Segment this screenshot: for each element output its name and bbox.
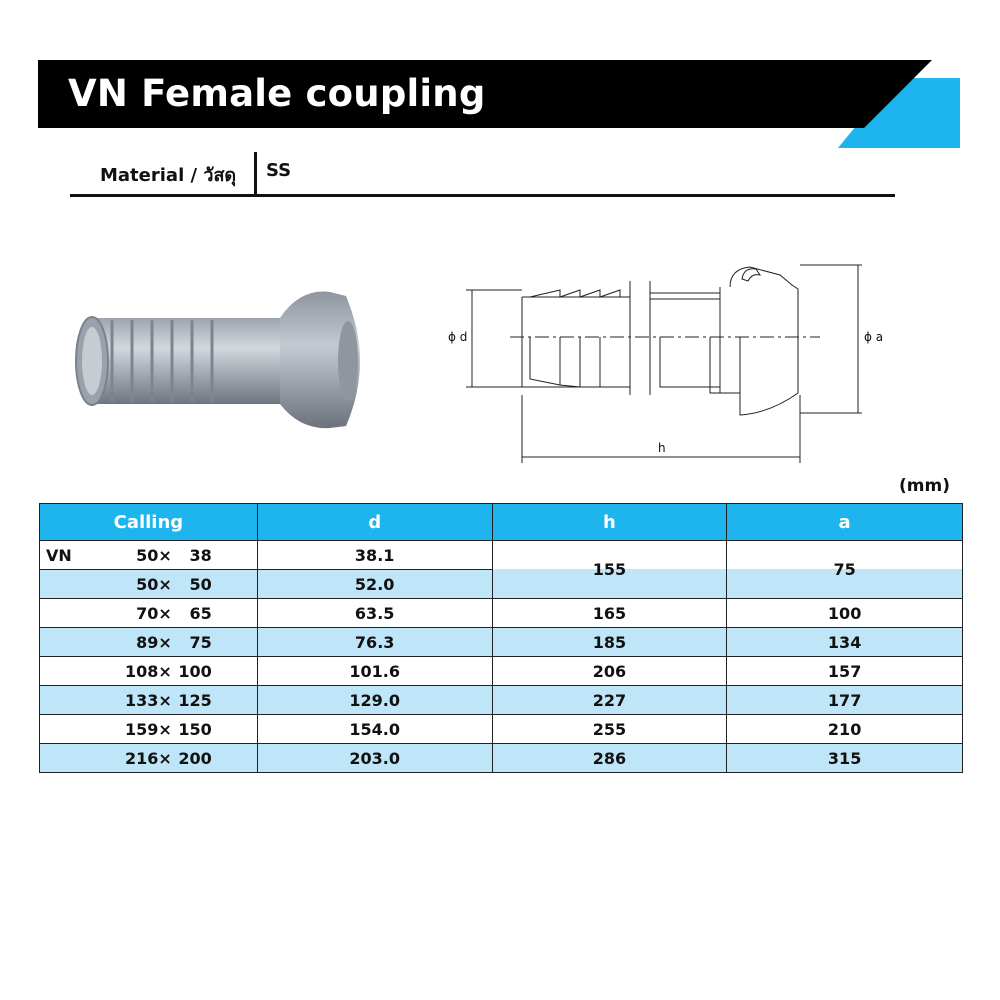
col-header-d: d <box>257 504 492 541</box>
d-cell: 203.0 <box>257 744 492 773</box>
table-row <box>40 715 963 744</box>
table-header-row <box>40 504 963 541</box>
h-cell: 206 <box>492 657 727 686</box>
calling-cell <box>40 744 258 773</box>
a-cell-merged <box>727 541 963 599</box>
calling-a: 50× <box>136 575 172 594</box>
material-value: SS <box>266 160 292 181</box>
calling-b: 65 <box>189 604 212 623</box>
material-label: Material / วัสดุ <box>100 165 237 186</box>
page-title: VN Female coupling <box>68 72 486 115</box>
table-row <box>40 657 963 686</box>
spec-table <box>39 503 963 773</box>
calling-a: 70× <box>136 604 172 623</box>
calling-a: 133× <box>124 691 172 710</box>
table-row <box>40 744 963 773</box>
d-cell: 129.0 <box>257 686 492 715</box>
material-row <box>70 148 895 197</box>
calling-b: 125 <box>178 691 212 710</box>
h-cell: 227 <box>492 686 727 715</box>
h-cell: 165 <box>492 599 727 628</box>
calling-a: 108× <box>124 662 172 681</box>
phi-a-label: ϕ a <box>864 330 884 344</box>
a-cell: 100 <box>727 599 963 628</box>
d-cell: 63.5 <box>257 599 492 628</box>
calling-a: 89× <box>136 633 172 652</box>
d-cell: 154.0 <box>257 715 492 744</box>
h-cell: 255 <box>492 715 727 744</box>
calling-b: 100 <box>178 662 212 681</box>
col-header-calling: Calling <box>40 504 258 541</box>
col-header-h: h <box>492 504 727 541</box>
calling-cell <box>40 657 258 686</box>
calling-a: 159× <box>124 720 172 739</box>
table-row <box>40 686 963 715</box>
a-cell: 315 <box>727 744 963 773</box>
calling-a: 50× <box>136 546 172 565</box>
table-row <box>40 628 963 657</box>
series-label: VN <box>46 546 72 565</box>
calling-b: 200 <box>178 749 212 768</box>
calling-cell <box>40 541 258 570</box>
calling-cell <box>40 570 258 599</box>
calling-a: 216× <box>124 749 172 768</box>
h-cell-merged <box>492 541 727 599</box>
calling-b: 50 <box>189 575 212 594</box>
h-cell: 286 <box>492 744 727 773</box>
d-cell: 38.1 <box>257 541 492 570</box>
table-row <box>40 599 963 628</box>
calling-cell <box>40 628 258 657</box>
h-cell: 185 <box>492 628 727 657</box>
d-cell: 52.0 <box>257 570 492 599</box>
a-cell: 157 <box>727 657 963 686</box>
a-cell: 134 <box>727 628 963 657</box>
a-cell: 210 <box>727 715 963 744</box>
coupling-photo <box>60 270 380 430</box>
unit-label: (mm) <box>899 476 950 496</box>
h-label: h <box>658 441 666 455</box>
h-merged-value: 155 <box>592 560 627 579</box>
calling-cell <box>40 599 258 628</box>
calling-b: 150 <box>178 720 212 739</box>
a-cell: 177 <box>727 686 963 715</box>
material-divider <box>254 152 257 194</box>
col-header-a: a <box>727 504 963 541</box>
d-cell: 101.6 <box>257 657 492 686</box>
calling-b: 75 <box>189 633 212 652</box>
table-row <box>40 541 963 570</box>
calling-b: 38 <box>189 546 212 565</box>
d-cell: 76.3 <box>257 628 492 657</box>
a-merged-value: 75 <box>833 560 856 579</box>
calling-cell <box>40 686 258 715</box>
phi-d-label: ϕ d <box>448 330 468 344</box>
calling-cell <box>40 715 258 744</box>
technical-drawing <box>430 245 910 475</box>
